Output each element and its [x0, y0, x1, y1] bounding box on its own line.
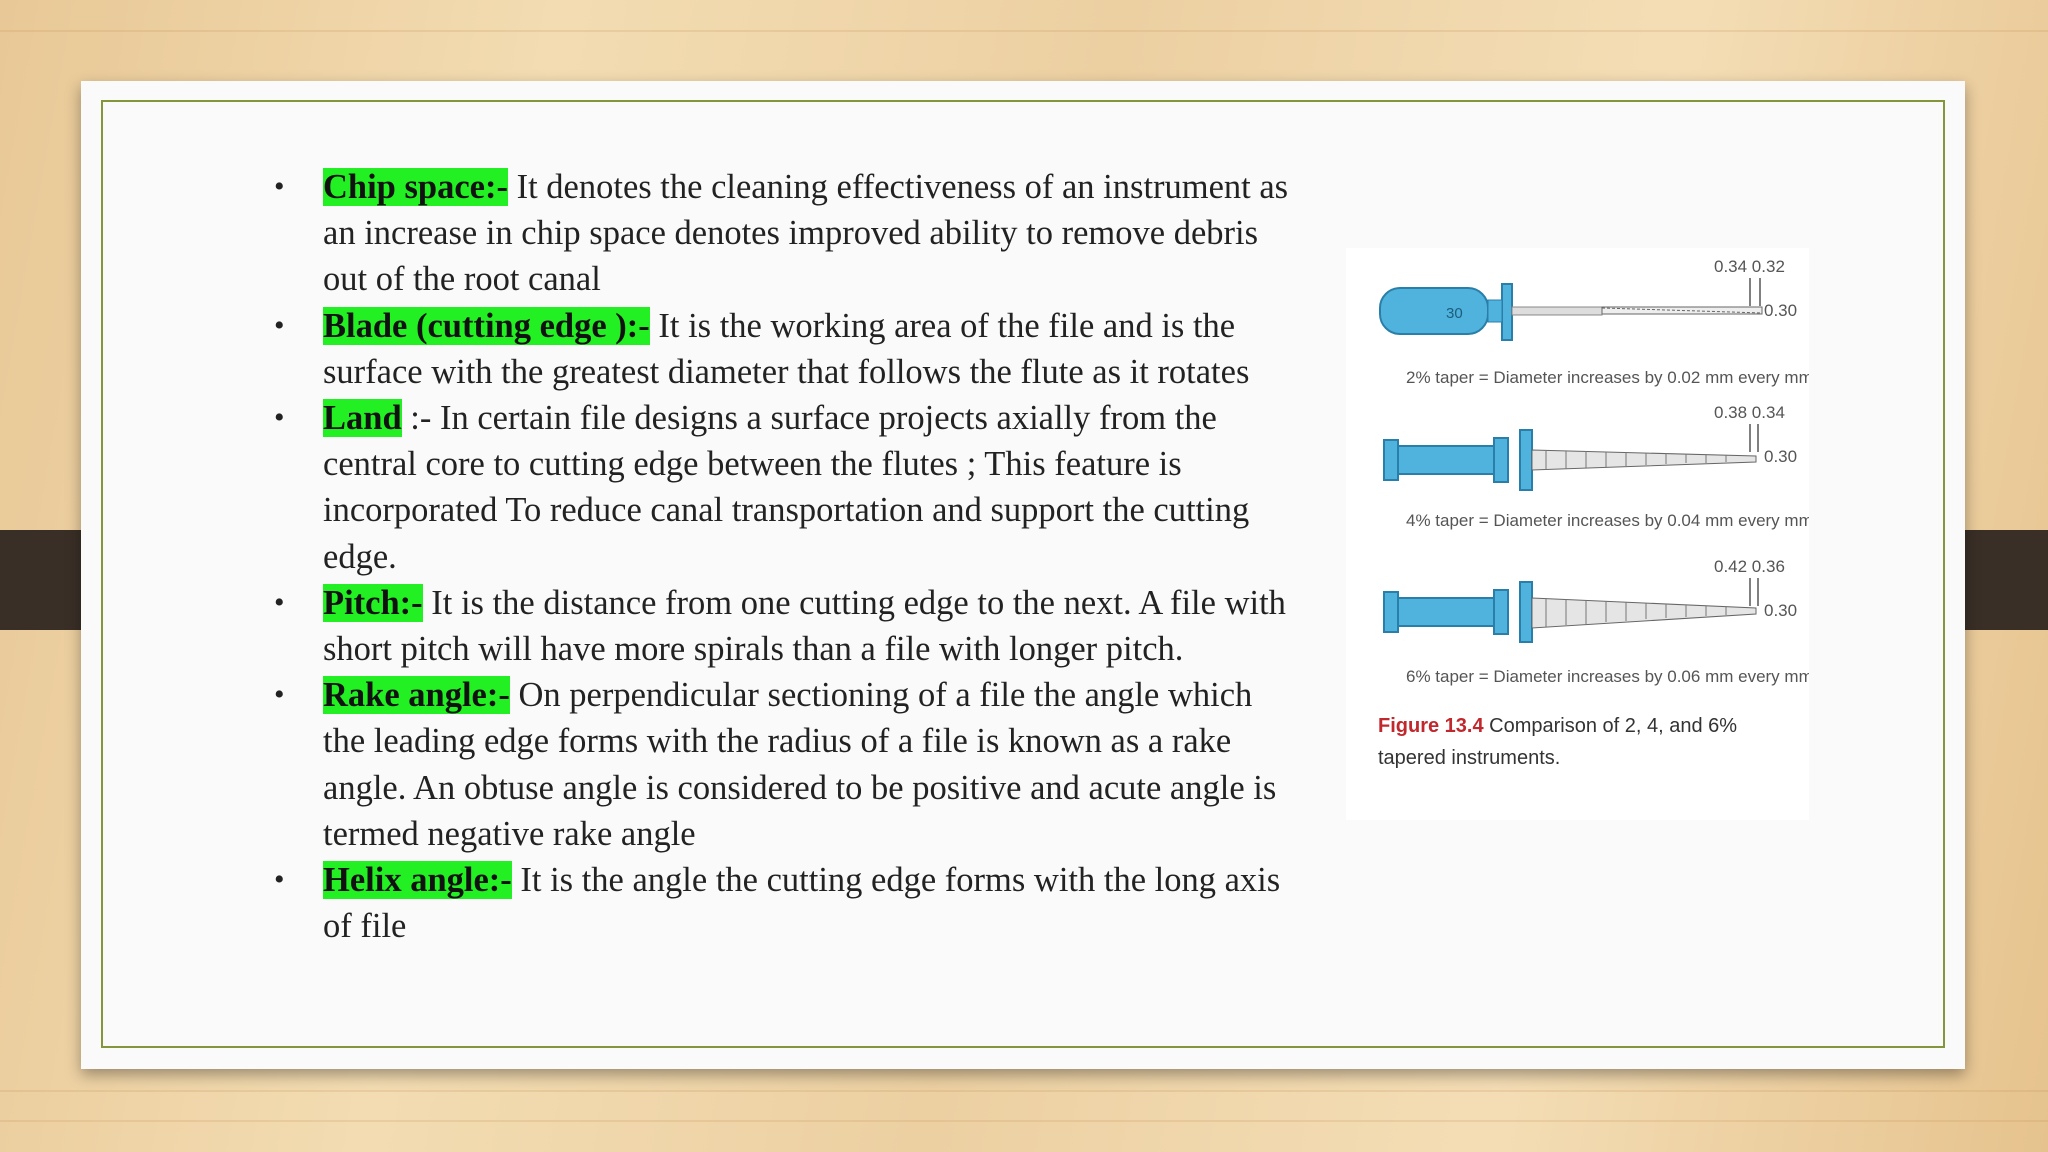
bullet-dot: •: [274, 308, 285, 342]
bullet-dot: •: [274, 401, 285, 435]
bullet-pitch: [270, 580, 1290, 672]
bullet-term: Blade (cutting edge ):-: [323, 306, 650, 345]
bullet-text: It is the distance from one cutting edge to the next. A file with short pitch will have more spirals than a file with longer pitch.: [323, 583, 1286, 669]
bullet-term: Helix angle:-: [323, 861, 512, 900]
diameter-values: 0.38 0.34: [1714, 403, 1785, 422]
bullet-text: It is the angle the cutting edge forms with the long axis of file: [323, 861, 1281, 946]
bullet-blade: [270, 303, 1290, 395]
diameter-values: 0.34 0.32: [1714, 257, 1785, 276]
bullet-dot: •: [274, 678, 285, 712]
bullet-text: On perpendicular sectioning of a file the angle which the leading edge forms with the radius of a file is known as a rake angle. An obtuse angle is considered to be positive and acute angle is termed negative rake angle: [323, 676, 1277, 853]
bullet-text: It denotes the cleaning effectiveness of an instrument as an increase in chip space denotes improved ability to remove debris out of the root canal: [323, 168, 1289, 299]
bullet-term: Pitch:-: [323, 583, 423, 622]
instrument-illustration: [1346, 248, 1809, 708]
tip-value: 0.30: [1764, 447, 1798, 466]
bullet-dot: •: [274, 585, 285, 619]
bullet-chip-space: [270, 164, 1290, 303]
bullet-list: [270, 164, 1290, 949]
bullet-land: [270, 395, 1290, 580]
bullet-list-area: [270, 164, 1290, 949]
taper-description: 4% taper = Diameter increases by 0.04 mm every mm: [1406, 511, 1809, 530]
taper-description: 2% taper = Diameter increases by 0.02 mm every mm: [1406, 368, 1809, 387]
bullet-helix-angle: [270, 857, 1290, 949]
figure-caption: [1378, 710, 1798, 774]
instrument-2-percent: [1380, 257, 1809, 387]
bullet-dot: •: [274, 863, 285, 897]
bullet-term: Rake angle:-: [323, 676, 510, 715]
bullet-rake-angle: [270, 672, 1290, 857]
taper-description: 6% taper = Diameter increases by 0.06 mm every mm: [1406, 667, 1809, 686]
taper-figure: [1346, 248, 1809, 820]
figure-number: Figure 13.4: [1378, 715, 1484, 737]
bullet-text: :- In certain file designs a surface projects axially from the central core to cutting edge between the flutes ; This feature is incorporated To reduce canal transportation and support the cutting edge.: [323, 399, 1250, 576]
figure-caption-text: Comparison of 2, 4, and 6% tapered instruments.: [1378, 715, 1738, 769]
bullet-term: Land: [323, 399, 402, 438]
bullet-text: It is the working area of the file and is the surface with the greatest diameter that follows the flute as it rotates: [323, 306, 1250, 391]
tip-value: 0.30: [1764, 301, 1798, 320]
diameter-values: 0.42 0.36: [1714, 557, 1785, 576]
instrument-4-percent: [1384, 403, 1809, 530]
instrument-6-percent: [1384, 557, 1809, 686]
handle-size-label: 30: [1446, 305, 1463, 322]
tip-value: 0.30: [1764, 601, 1798, 620]
bullet-term: Chip space:-: [323, 168, 508, 206]
bullet-dot: •: [274, 170, 285, 203]
